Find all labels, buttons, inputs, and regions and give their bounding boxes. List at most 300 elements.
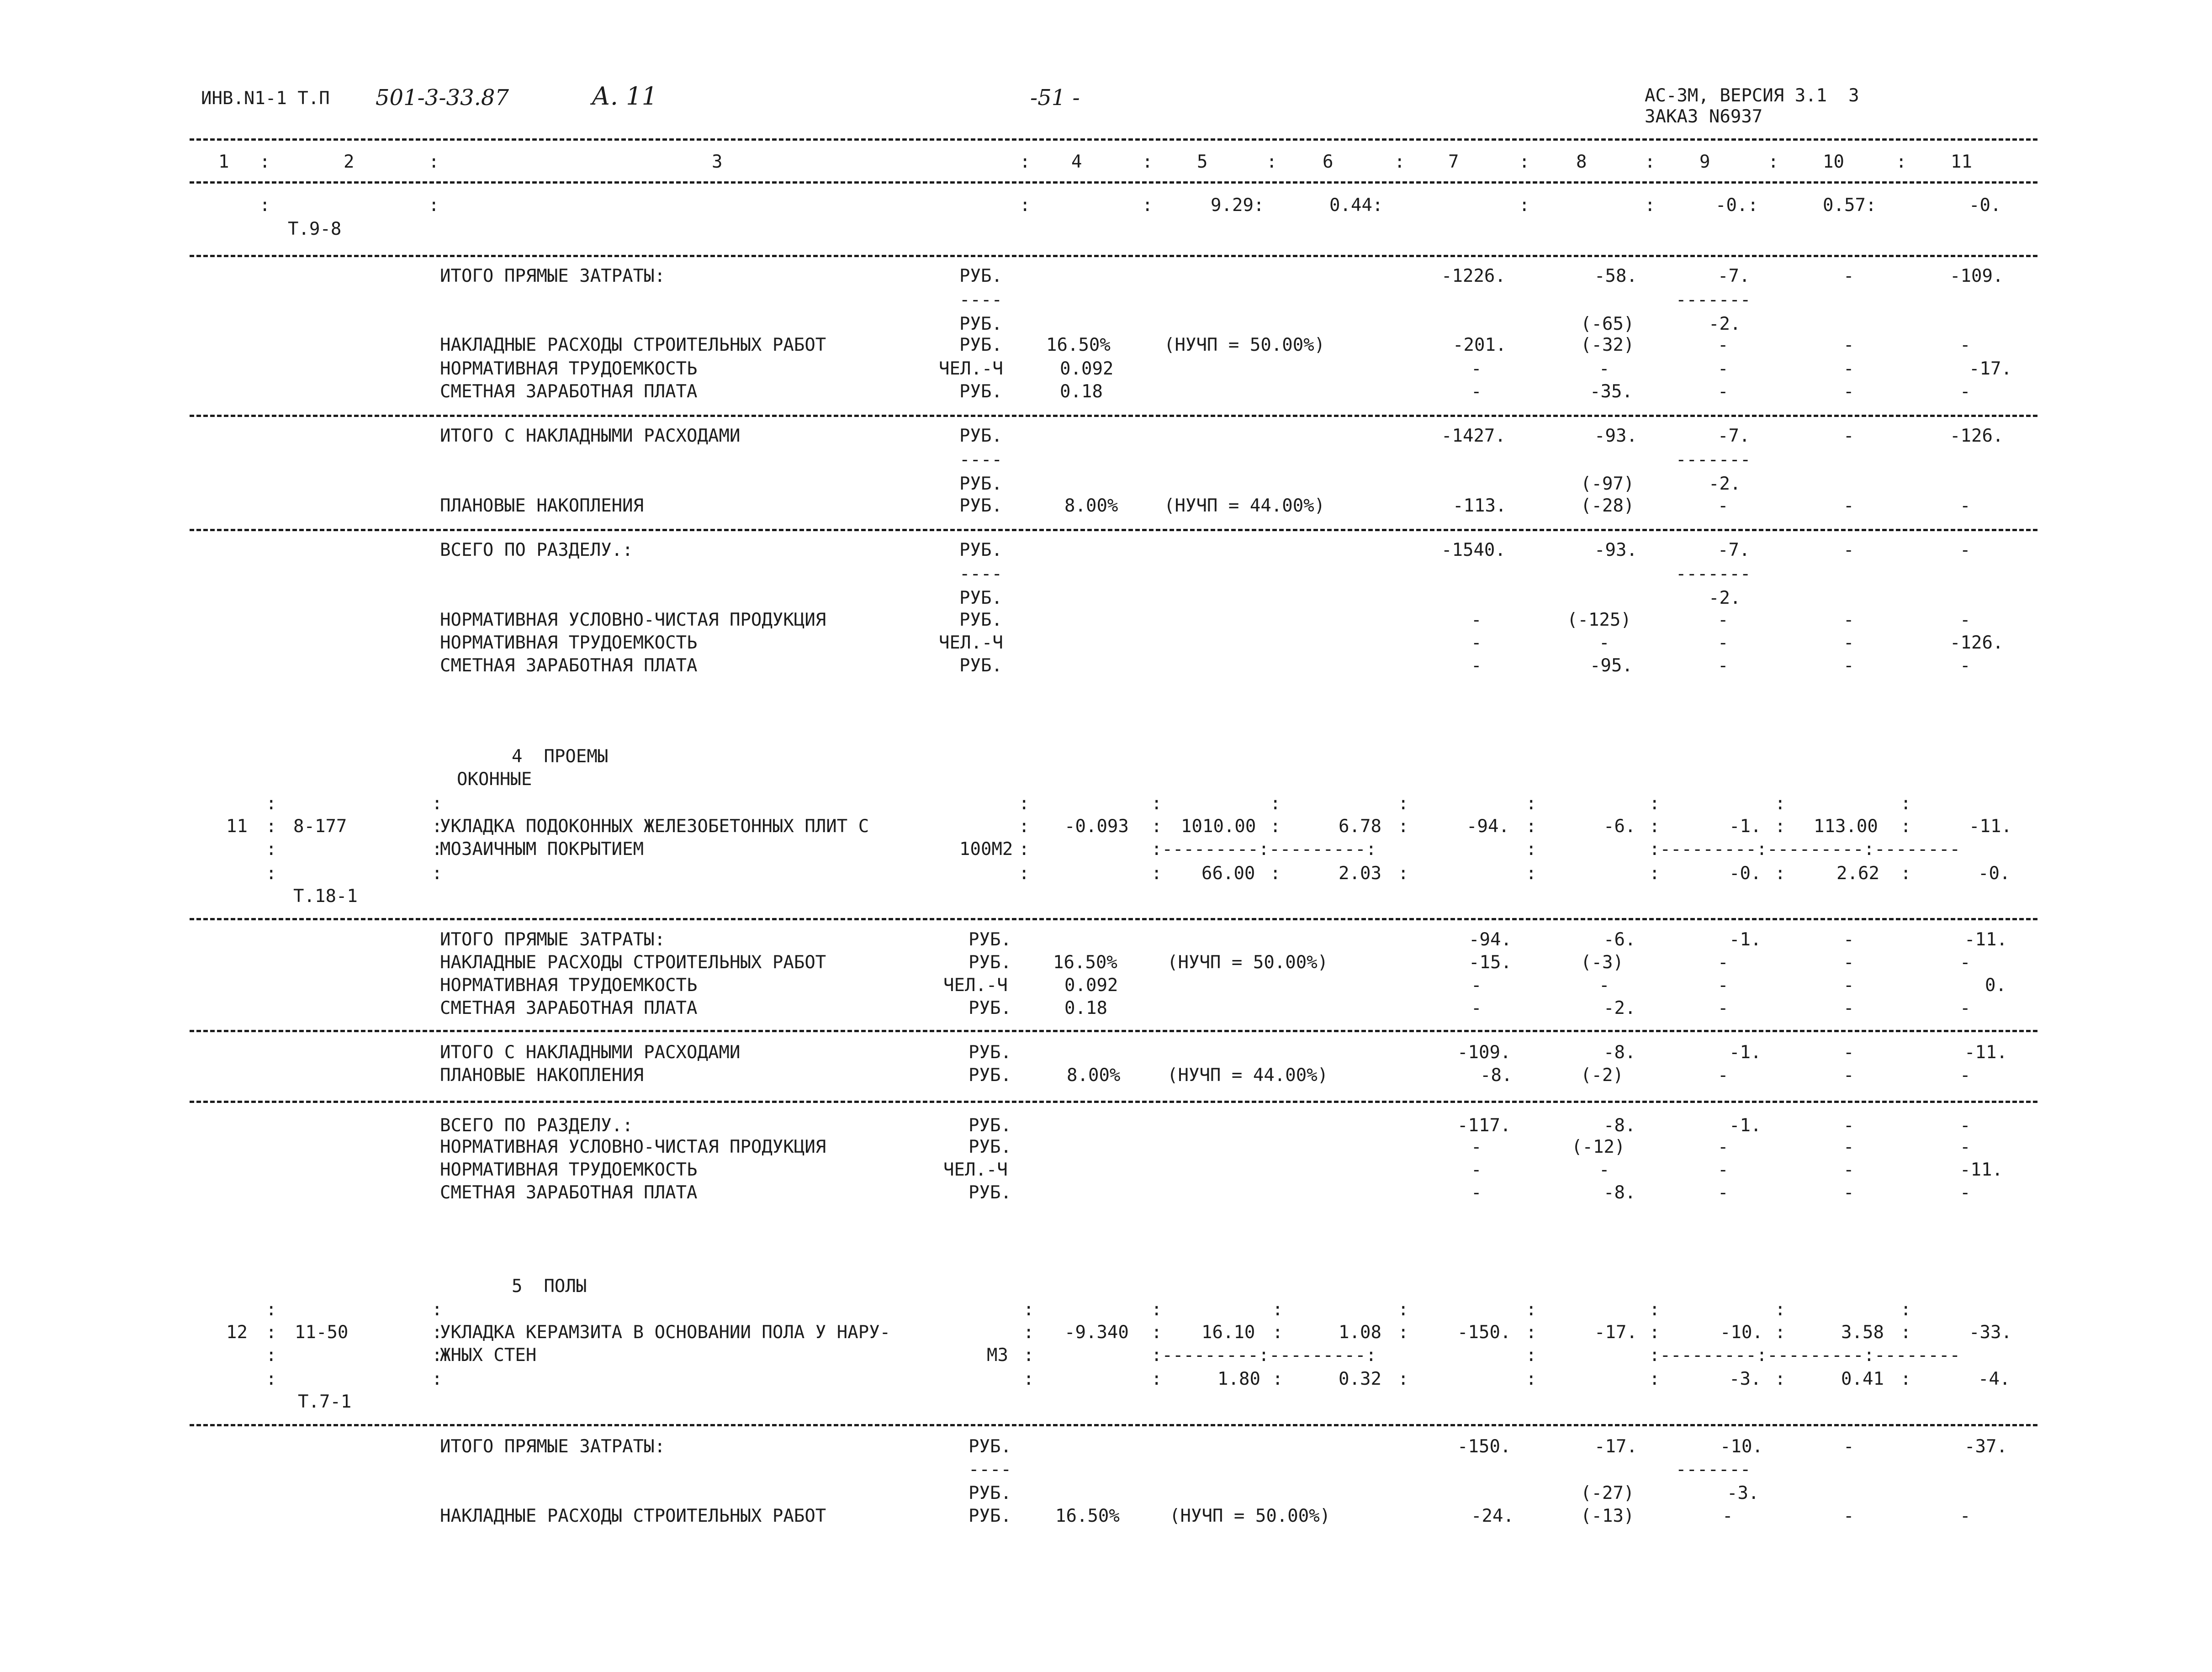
- column-number: 5: [1197, 152, 1208, 172]
- column-separator: :: [259, 195, 270, 216]
- cell-c7: -117.: [1457, 1115, 1511, 1136]
- cell-c5: 1010.00: [1181, 816, 1256, 837]
- column-separator: :: [1019, 839, 1030, 860]
- cell-c9: -10.: [1720, 1322, 1763, 1343]
- column-separator: :: [266, 1345, 277, 1366]
- column-separator: :: [1900, 793, 1911, 814]
- cell-c7: -: [1471, 975, 1482, 996]
- cell-c7: -1226.: [1441, 266, 1506, 286]
- cell-c9: -1.: [1729, 816, 1762, 837]
- row-label-net-product: НОРМАТИВНАЯ УСЛОВНО-ЧИСТАЯ ПРОДУКЦИЯ: [440, 610, 826, 630]
- column-separator: :: [432, 816, 443, 837]
- column-separator: :: [1526, 839, 1537, 860]
- column-separator: :: [1398, 863, 1409, 884]
- cell-c8-bracket: (-27): [1581, 1483, 1635, 1503]
- column-separator: :: [1775, 1369, 1786, 1389]
- cell-c10: -: [1843, 381, 1854, 402]
- unit-rub: РУБ.: [968, 1065, 1011, 1086]
- unit-rub: РУБ.: [959, 655, 1002, 676]
- cell-c8: -93.: [1594, 426, 1637, 446]
- column-separator: :: [1775, 1322, 1786, 1343]
- cell-c10: -: [1843, 359, 1854, 379]
- cell-c5: 9.29:: [1211, 195, 1265, 216]
- column-separator: :: [1398, 1369, 1409, 1389]
- labor-norm: 0.092: [1064, 975, 1118, 996]
- column-separator: :: [1398, 1299, 1409, 1320]
- cell-c11: -: [1960, 1115, 1971, 1136]
- column-separator: :: [266, 863, 277, 884]
- cell-c11: -: [1960, 998, 1971, 1018]
- column-separator: :: [1900, 1369, 1911, 1389]
- cell-c6: 0.44:: [1329, 195, 1383, 216]
- cell-c9: -7.: [1718, 540, 1750, 560]
- unit-rub: РУБ.: [968, 952, 1011, 973]
- column-number: 3: [712, 152, 723, 172]
- cell-c9: -10.: [1720, 1436, 1763, 1457]
- unit-rub: РУБ.: [968, 1483, 1011, 1503]
- column-separator: :: [1023, 1322, 1034, 1343]
- column-separator: :: [1394, 152, 1405, 172]
- column-number: 4: [1071, 152, 1082, 172]
- column-separator: :: [1649, 816, 1660, 837]
- column-separator: :: [429, 195, 439, 216]
- cell-c10-second: 2.62: [1836, 863, 1879, 884]
- cell-c11: -: [1960, 655, 1971, 676]
- cell-c11: -: [1960, 1182, 1971, 1203]
- unit-rub: РУБ.: [959, 335, 1002, 355]
- column-separator: :: [1526, 816, 1537, 837]
- cell-c10: -: [1843, 1182, 1854, 1203]
- cell-c11: -: [1960, 335, 1971, 355]
- cell-c8-bracket: (-97): [1581, 474, 1635, 494]
- program-version: АС-3М, ВЕРСИЯ 3.1 3: [1645, 85, 1859, 106]
- rule: [190, 1030, 2037, 1032]
- row-label-wages: СМЕТНАЯ ЗАРАБОТНАЯ ПЛАТА: [440, 381, 698, 402]
- cell-c10: -: [1843, 1042, 1854, 1063]
- item-quantity: -9.340: [1064, 1322, 1129, 1343]
- cell-divider: :---------:---------:: [1151, 1345, 1377, 1366]
- album-number: А. 11: [592, 82, 657, 111]
- row-label-direct-costs: ИТОГО ПРЯМЫЕ ЗАТРАТЫ:: [440, 1436, 666, 1457]
- cell-c9: -: [1722, 1506, 1733, 1526]
- unit-underline: ----: [968, 1459, 1011, 1480]
- cell-c9: -7.: [1718, 426, 1750, 446]
- cell-c7: -: [1471, 1160, 1482, 1180]
- cell-underline: -------: [1676, 564, 1751, 584]
- cell-c7: -: [1471, 381, 1482, 402]
- cell-c8: -17.: [1594, 1436, 1637, 1457]
- cell-c6: 6.78: [1339, 816, 1381, 837]
- cell-c9-second: -2.: [1709, 588, 1741, 608]
- cell-c9: -: [1718, 610, 1729, 630]
- cell-divider: :---------:---------:--------: [1649, 1345, 1960, 1366]
- item-unit: М3: [987, 1345, 1008, 1366]
- column-separator: :: [1151, 793, 1162, 814]
- cell-c11: -: [1960, 381, 1971, 402]
- column-separator: :: [1526, 1299, 1537, 1320]
- cell-c10: -: [1843, 266, 1854, 286]
- cell-c9: -7.: [1718, 266, 1750, 286]
- rule: [190, 918, 2037, 920]
- cell-c7: -: [1471, 359, 1482, 379]
- cell-c11: -11.: [1964, 929, 2007, 950]
- cell-c11: -: [1960, 610, 1971, 630]
- cell-c11: -0.: [1969, 195, 2001, 216]
- cell-c10: -: [1843, 1115, 1854, 1136]
- unit-manhour: ЧЕЛ.-Ч: [943, 1160, 1008, 1180]
- cell-c11: -33.: [1969, 1322, 2012, 1343]
- norm-reference: Т.7-1: [298, 1392, 352, 1412]
- unit-rub: РУБ.: [968, 1137, 1011, 1157]
- cell-c10-second: 0.41: [1841, 1369, 1884, 1389]
- row-label-wages: СМЕТНАЯ ЗАРАБОТНАЯ ПЛАТА: [440, 998, 698, 1018]
- cell-c10: -: [1843, 998, 1854, 1018]
- column-separator: :: [1645, 195, 1656, 216]
- cell-c9: -: [1718, 975, 1729, 996]
- section-subtitle: ОКОННЫЕ: [457, 769, 532, 790]
- column-separator: :: [266, 816, 277, 837]
- cell-c6-second: 0.32: [1339, 1369, 1381, 1389]
- cell-c7: -150.: [1457, 1322, 1511, 1343]
- cell-c9: -: [1718, 633, 1729, 653]
- column-separator: :: [1020, 195, 1031, 216]
- cell-c11: -: [1960, 540, 1971, 560]
- column-separator: :: [266, 1369, 277, 1389]
- column-separator: :: [1266, 152, 1277, 172]
- column-separator: :: [1398, 816, 1409, 837]
- column-separator: :: [1900, 1299, 1911, 1320]
- cell-c9: -: [1718, 1182, 1729, 1203]
- column-separator: :: [432, 1345, 443, 1366]
- cell-underline: -------: [1676, 1459, 1751, 1480]
- cell-divider: :---------:---------:: [1151, 839, 1377, 860]
- nuchp-rate: (НУЧП = 50.00%): [1164, 335, 1325, 355]
- column-separator: :: [1151, 1369, 1162, 1389]
- column-separator: :: [432, 793, 443, 814]
- cell-divider: :---------:---------:--------: [1649, 839, 1960, 860]
- row-label-with-overhead: ИТОГО С НАКЛАДНЫМИ РАСХОДАМИ: [440, 1042, 741, 1063]
- cell-c10: -: [1843, 952, 1854, 973]
- column-separator: :: [1142, 152, 1153, 172]
- column-separator: :: [1020, 152, 1031, 172]
- column-separator: :: [432, 863, 443, 884]
- column-separator: :: [1519, 195, 1530, 216]
- wages-norm: 0.18: [1060, 381, 1103, 402]
- rule: [190, 1424, 2037, 1426]
- column-separator: :: [432, 1299, 443, 1320]
- unit-rub: РУБ.: [968, 1436, 1011, 1457]
- cell-c8: -17.: [1594, 1322, 1637, 1343]
- unit-rub: РУБ.: [959, 496, 1002, 516]
- column-separator: :: [1649, 793, 1660, 814]
- order-number: ЗАКАЗ N6937: [1645, 106, 1763, 127]
- column-separator: :: [1151, 816, 1162, 837]
- unit-rub: РУБ.: [959, 266, 1002, 286]
- column-separator: :: [1896, 152, 1907, 172]
- rule: [190, 138, 2037, 141]
- cell-c7: -94.: [1469, 929, 1512, 950]
- item-quantity: -0.093: [1064, 816, 1129, 837]
- column-separator: :: [259, 152, 270, 172]
- cell-c7: -109.: [1457, 1042, 1511, 1063]
- section-title: 4 ПРОЕМЫ: [512, 746, 609, 767]
- cell-c7: -: [1471, 633, 1482, 653]
- column-number: 6: [1323, 152, 1334, 172]
- unit-rub: РУБ.: [959, 381, 1002, 402]
- cell-c8: (-28): [1581, 496, 1635, 516]
- cell-c8: (-2): [1581, 1065, 1624, 1086]
- cell-c9: -1.: [1729, 929, 1762, 950]
- item-description: УКЛАДКА ПОДОКОННЫХ ЖЕЛЕЗОБЕТОННЫХ ПЛИТ С: [440, 816, 869, 837]
- column-separator: :: [1649, 1299, 1660, 1320]
- column-separator: :: [266, 1322, 277, 1343]
- cell-c9-second: -2.: [1709, 474, 1741, 494]
- cell-c7: -1540.: [1441, 540, 1506, 560]
- column-separator: :: [1019, 863, 1030, 884]
- unit-rub: РУБ.: [968, 929, 1011, 950]
- cell-c8: (-3): [1581, 952, 1624, 973]
- cell-c10: -: [1843, 633, 1854, 653]
- row-label-overhead: НАКЛАДНЫЕ РАСХОДЫ СТРОИТЕЛЬНЫХ РАБОТ: [440, 335, 826, 355]
- cell-c11: -17.: [1969, 359, 2012, 379]
- nuchp-rate: (НУЧП = 44.00%): [1164, 496, 1325, 516]
- cell-c7: -8.: [1480, 1065, 1513, 1086]
- cell-c9: -: [1718, 655, 1729, 676]
- column-separator: :: [432, 839, 443, 860]
- cell-c8: -35.: [1590, 381, 1633, 402]
- cell-c8: (-13): [1581, 1506, 1635, 1526]
- column-separator: :: [432, 1322, 443, 1343]
- cell-c11: 0.: [1985, 975, 2006, 996]
- column-separator: :: [266, 839, 277, 860]
- column-separator: :: [429, 152, 439, 172]
- column-separator: :: [1019, 793, 1030, 814]
- norm-reference: Т.9-8: [288, 219, 342, 239]
- item-description: ЖНЫХ СТЕН: [440, 1345, 537, 1366]
- column-number: 2: [344, 152, 355, 172]
- rule: [190, 1101, 2037, 1103]
- cell-c10: -: [1843, 929, 1854, 950]
- cell-c11: -: [1960, 1506, 1971, 1526]
- column-separator: :: [1019, 816, 1030, 837]
- cell-c6-second: 2.03: [1339, 863, 1381, 884]
- plan-rate: 8.00%: [1064, 496, 1118, 516]
- cell-c7: -: [1471, 610, 1482, 630]
- cell-underline: -------: [1676, 290, 1751, 310]
- column-separator: :: [1272, 1322, 1283, 1343]
- cell-c8: -95.: [1590, 655, 1633, 676]
- cell-c6: 1.08: [1339, 1322, 1381, 1343]
- cell-c8: -93.: [1594, 540, 1637, 560]
- cell-c9: -: [1718, 1065, 1729, 1086]
- column-separator: :: [1151, 1322, 1162, 1343]
- cell-c11-second: -0.: [1978, 863, 2011, 884]
- unit-rub: РУБ.: [959, 474, 1002, 494]
- cell-c9: -: [1718, 335, 1729, 355]
- row-label-section-total: ВСЕГО ПО РАЗДЕЛУ.:: [440, 1115, 633, 1136]
- item-description: УКЛАДКА КЕРАМЗИТА В ОСНОВАНИИ ПОЛА У НАРУ-: [440, 1322, 891, 1343]
- column-separator: :: [1270, 816, 1281, 837]
- cell-c11: -11.: [1969, 816, 2012, 837]
- cell-c11: -109.: [1950, 266, 2004, 286]
- cell-c11: -126.: [1950, 426, 2004, 446]
- row-label-plan-savings: ПЛАНОВЫЕ НАКОПЛЕНИЯ: [440, 496, 644, 516]
- cell-c8: -8.: [1603, 1115, 1636, 1136]
- column-separator: :: [1151, 863, 1162, 884]
- cell-c10: 3.58: [1841, 1322, 1884, 1343]
- rule: [190, 529, 2037, 531]
- cell-c11: -11.: [1964, 1042, 2007, 1063]
- unit-rub: РУБ.: [968, 1042, 1011, 1063]
- overhead-rate: 16.50%: [1055, 1506, 1120, 1526]
- cell-c9: -: [1718, 496, 1729, 516]
- nuchp-rate: (НУЧП = 44.00%): [1167, 1065, 1328, 1086]
- cell-c8-bracket: (-65): [1581, 314, 1635, 334]
- cell-c8: -2.: [1603, 998, 1636, 1018]
- cell-c10: -: [1843, 1137, 1854, 1157]
- cell-c7: -113.: [1453, 496, 1507, 516]
- cell-c8: -: [1599, 975, 1610, 996]
- column-separator: :: [1526, 793, 1537, 814]
- cell-c10: -: [1843, 335, 1854, 355]
- row-label-with-overhead: ИТОГО С НАКЛАДНЫМИ РАСХОДАМИ: [440, 426, 741, 446]
- cell-c9: -: [1718, 381, 1729, 402]
- cell-c8: -8.: [1603, 1182, 1636, 1203]
- column-separator: :: [1649, 863, 1660, 884]
- nuchp-rate: (НУЧП = 50.00%): [1167, 952, 1328, 973]
- column-separator: :: [1398, 793, 1409, 814]
- cell-c10: -: [1843, 975, 1854, 996]
- row-label-labor: НОРМАТИВНАЯ ТРУДОЕМКОСТЬ: [440, 633, 698, 653]
- item-code: 8-177: [293, 816, 347, 837]
- column-separator: :: [1023, 1369, 1034, 1389]
- cell-c10: -: [1843, 1065, 1854, 1086]
- cell-c8: (-12): [1572, 1137, 1625, 1157]
- column-separator: :: [1151, 1299, 1162, 1320]
- row-label-overhead: НАКЛАДНЫЕ РАСХОДЫ СТРОИТЕЛЬНЫХ РАБОТ: [440, 952, 826, 973]
- cell-c11-second: -4.: [1978, 1369, 2011, 1389]
- plan-rate: 8.00%: [1067, 1065, 1121, 1086]
- column-number: 1: [218, 152, 229, 172]
- cell-c7: -: [1471, 998, 1482, 1018]
- unit-underline: ----: [959, 564, 1002, 584]
- overhead-rate: 16.50%: [1053, 952, 1117, 973]
- wages-norm: 0.18: [1064, 998, 1107, 1018]
- cell-c9-second: -0.: [1729, 863, 1762, 884]
- item-description: МОЗАИЧНЫМ ПОКРЫТИЕМ: [440, 839, 644, 860]
- cell-c8: -8.: [1603, 1042, 1636, 1063]
- cell-c9-second: -3.: [1729, 1369, 1762, 1389]
- cell-c7: -: [1471, 1182, 1482, 1203]
- column-separator: :: [266, 793, 277, 814]
- column-separator: :: [1649, 1322, 1660, 1343]
- column-separator: :: [1900, 816, 1911, 837]
- column-separator: :: [1900, 863, 1911, 884]
- unit-rub: РУБ.: [968, 1506, 1011, 1526]
- section-title: 5 ПОЛЫ: [512, 1276, 587, 1297]
- column-separator: :: [1775, 793, 1786, 814]
- cell-c9: -: [1718, 1137, 1729, 1157]
- cell-c7: -: [1471, 655, 1482, 676]
- cell-c9: -0.:: [1715, 195, 1758, 216]
- cell-c8: -58.: [1594, 266, 1637, 286]
- unit-rub: РУБ.: [959, 540, 1002, 560]
- column-separator: :: [1649, 1369, 1660, 1389]
- column-separator: :: [1270, 793, 1281, 814]
- row-label-section-total: ВСЕГО ПО РАЗДЕЛУ.:: [440, 540, 633, 560]
- column-separator: :: [1775, 1299, 1786, 1320]
- column-separator: :: [1023, 1299, 1034, 1320]
- row-label-labor: НОРМАТИВНАЯ ТРУДОЕМКОСТЬ: [440, 975, 698, 996]
- item-unit: 100М2: [959, 839, 1013, 860]
- cell-c10: 113.00: [1814, 816, 1878, 837]
- row-label-labor: НОРМАТИВНАЯ ТРУДОЕМКОСТЬ: [440, 1160, 698, 1180]
- row-label-wages: СМЕТНАЯ ЗАРАБОТНАЯ ПЛАТА: [440, 1182, 698, 1203]
- cell-c7: -15.: [1469, 952, 1512, 973]
- cell-c9: -: [1718, 998, 1729, 1018]
- column-separator: :: [1270, 863, 1281, 884]
- column-separator: :: [1519, 152, 1530, 172]
- cell-c7: -201.: [1453, 335, 1507, 355]
- column-separator: :: [1775, 863, 1786, 884]
- column-separator: :: [1526, 863, 1537, 884]
- cell-c8: -6.: [1603, 816, 1636, 837]
- row-label-direct-costs: ИТОГО ПРЯМЫЕ ЗАТРАТЫ:: [440, 266, 666, 286]
- cell-c11: -11.: [1960, 1160, 2003, 1180]
- cell-c9: -1.: [1729, 1115, 1762, 1136]
- cell-c9: -: [1718, 1160, 1729, 1180]
- cell-c8: -: [1599, 359, 1610, 379]
- cell-c9-second: -3.: [1727, 1483, 1759, 1503]
- cell-c10: -: [1843, 655, 1854, 676]
- nuchp-rate: (НУЧП = 50.00%): [1170, 1506, 1331, 1526]
- row-label-plan-savings: ПЛАНОВЫЕ НАКОПЛЕНИЯ: [440, 1065, 644, 1086]
- item-code: 11-50: [295, 1322, 349, 1343]
- overhead-rate: 16.50%: [1046, 335, 1111, 355]
- unit-rub: РУБ.: [968, 1115, 1011, 1136]
- column-separator: :: [432, 1369, 443, 1389]
- column-separator: :: [1272, 1299, 1283, 1320]
- cell-c5-second: 1.80: [1217, 1369, 1260, 1389]
- cell-c7: -150.: [1457, 1436, 1511, 1457]
- cell-c11: -126.: [1950, 633, 2004, 653]
- column-separator: :: [1398, 1322, 1409, 1343]
- unit-underline: ----: [959, 449, 1002, 470]
- column-separator: :: [1526, 1369, 1537, 1389]
- column-separator: :: [266, 1299, 277, 1320]
- cell-c10: -: [1843, 1160, 1854, 1180]
- unit-rub: РУБ.: [968, 1182, 1011, 1203]
- unit-rub: РУБ.: [959, 610, 1002, 630]
- cell-c7: -1427.: [1441, 426, 1506, 446]
- column-number: 8: [1576, 152, 1587, 172]
- cell-c9: -: [1718, 359, 1729, 379]
- unit-rub: РУБ.: [968, 998, 1011, 1018]
- column-separator: :: [1900, 1322, 1911, 1343]
- cell-c10: -: [1843, 1506, 1854, 1526]
- column-separator: :: [1526, 1322, 1537, 1343]
- cell-c5-second: 66.00: [1201, 863, 1255, 884]
- cell-c11: -37.: [1964, 1436, 2007, 1457]
- cell-c8: -6.: [1603, 929, 1636, 950]
- column-number: 7: [1448, 152, 1459, 172]
- cell-c10: -: [1843, 496, 1854, 516]
- cell-c11: -: [1960, 496, 1971, 516]
- page-number: -51 -: [1030, 85, 1080, 111]
- cell-c7: -94.: [1466, 816, 1509, 837]
- row-label-direct-costs: ИТОГО ПРЯМЫЕ ЗАТРАТЫ:: [440, 929, 666, 950]
- cell-c10: -: [1843, 610, 1854, 630]
